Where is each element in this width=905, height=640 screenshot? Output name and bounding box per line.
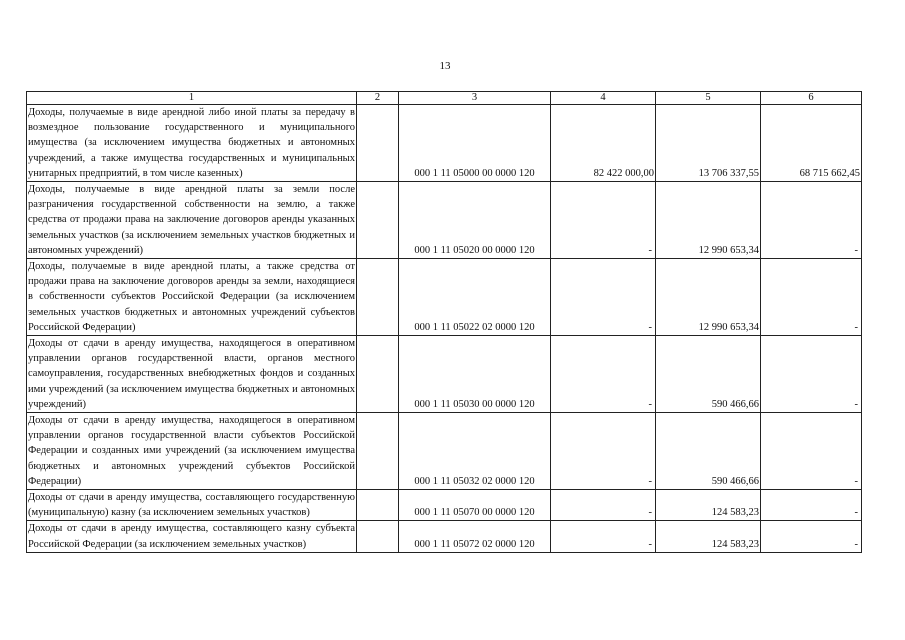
column-header-1: 1 <box>27 92 357 105</box>
table-row <box>27 336 862 413</box>
row-col5: 590 466,66 <box>656 413 761 490</box>
row-col6: - <box>761 413 862 490</box>
table-row <box>27 259 862 336</box>
revenue-table <box>26 91 862 553</box>
row-col2 <box>357 182 399 259</box>
row-col5: 12 990 653,34 <box>656 182 761 259</box>
row-col2 <box>357 259 399 336</box>
row-description: Доходы от сдачи в аренду имущества, находящегося в оперативном управлении органов государственной власти субъектов Российской Федерации и созданных ими учреждений (за исключением имущества бюджетных и автономных учреждений субъектов Российской Федерации) <box>27 413 357 490</box>
row-description: Доходы от сдачи в аренду имущества, находящегося в оперативном управлении органов государственной власти, органов местного самоуправления, государственных внебюджетных фондов и созданных ими учреждений (за исключением имущества бюджетных и автономных учреждений) <box>27 336 357 413</box>
row-budget-code: 000 1 11 05072 02 0000 120 <box>399 521 551 552</box>
row-col5: 124 583,23 <box>656 490 761 521</box>
row-col4: - <box>551 336 656 413</box>
row-col4: 82 422 000,00 <box>551 105 656 182</box>
row-col5: 124 583,23 <box>656 521 761 552</box>
table-row <box>27 490 862 521</box>
table-row <box>27 521 862 552</box>
page-number: 13 <box>439 60 451 72</box>
table-row <box>27 105 862 182</box>
row-col2 <box>357 413 399 490</box>
column-header-2: 2 <box>357 92 399 105</box>
row-budget-code: 000 1 11 05020 00 0000 120 <box>399 182 551 259</box>
table-row <box>27 182 862 259</box>
table-header-row <box>27 92 862 105</box>
column-header-6: 6 <box>761 92 862 105</box>
row-col5: 590 466,66 <box>656 336 761 413</box>
row-col5: 12 990 653,34 <box>656 259 761 336</box>
row-col4: - <box>551 259 656 336</box>
row-col6: - <box>761 259 862 336</box>
row-col4: - <box>551 182 656 259</box>
row-col4: - <box>551 521 656 552</box>
row-description: Доходы от сдачи в аренду имущества, составляющего государственную (муниципальную) казну (за исключением земельных участков) <box>27 490 357 521</box>
table-row <box>27 413 862 490</box>
row-col2 <box>357 105 399 182</box>
row-budget-code: 000 1 11 05030 00 0000 120 <box>399 336 551 413</box>
column-header-4: 4 <box>551 92 656 105</box>
row-description: Доходы от сдачи в аренду имущества, составляющего казну субъекта Российской Федерации (за исключением земельных участков) <box>27 521 357 552</box>
row-col6: - <box>761 336 862 413</box>
column-header-5: 5 <box>656 92 761 105</box>
row-col4: - <box>551 490 656 521</box>
row-budget-code: 000 1 11 05032 02 0000 120 <box>399 413 551 490</box>
row-col6: - <box>761 490 862 521</box>
row-budget-code: 000 1 11 05070 00 0000 120 <box>399 490 551 521</box>
row-budget-code: 000 1 11 05000 00 0000 120 <box>399 105 551 182</box>
row-col2 <box>357 521 399 552</box>
row-description: Доходы, получаемые в виде арендной платы за земли после разграничения государственной собственности на землю, а также средства от продажи права на заключение договоров аренды указанных земельных участков (за исключением земельных участков бюджетных и автономных учреждений) <box>27 182 357 259</box>
row-col6: 68 715 662,45 <box>761 105 862 182</box>
row-col6: - <box>761 521 862 552</box>
row-col5: 13 706 337,55 <box>656 105 761 182</box>
row-col2 <box>357 490 399 521</box>
row-description: Доходы, получаемые в виде арендной либо иной платы за передачу в возмездное пользование государственного и муниципального имущества (за исключением имущества бюджетных и автономных учреждений, а также имущества государственных и муниципальных унитарных предприятий, в том числе казенных) <box>27 105 357 182</box>
row-budget-code: 000 1 11 05022 02 0000 120 <box>399 259 551 336</box>
row-col6: - <box>761 182 862 259</box>
row-col4: - <box>551 413 656 490</box>
column-header-3: 3 <box>399 92 551 105</box>
row-col2 <box>357 336 399 413</box>
row-description: Доходы, получаемые в виде арендной платы, а также средства от продажи права на заключение договоров аренды за земли, находящиеся в собственности субъектов Российской Федерации (за исключением земельных участков бюджетных и автономных учреждений субъектов Российской Федерации) <box>27 259 357 336</box>
